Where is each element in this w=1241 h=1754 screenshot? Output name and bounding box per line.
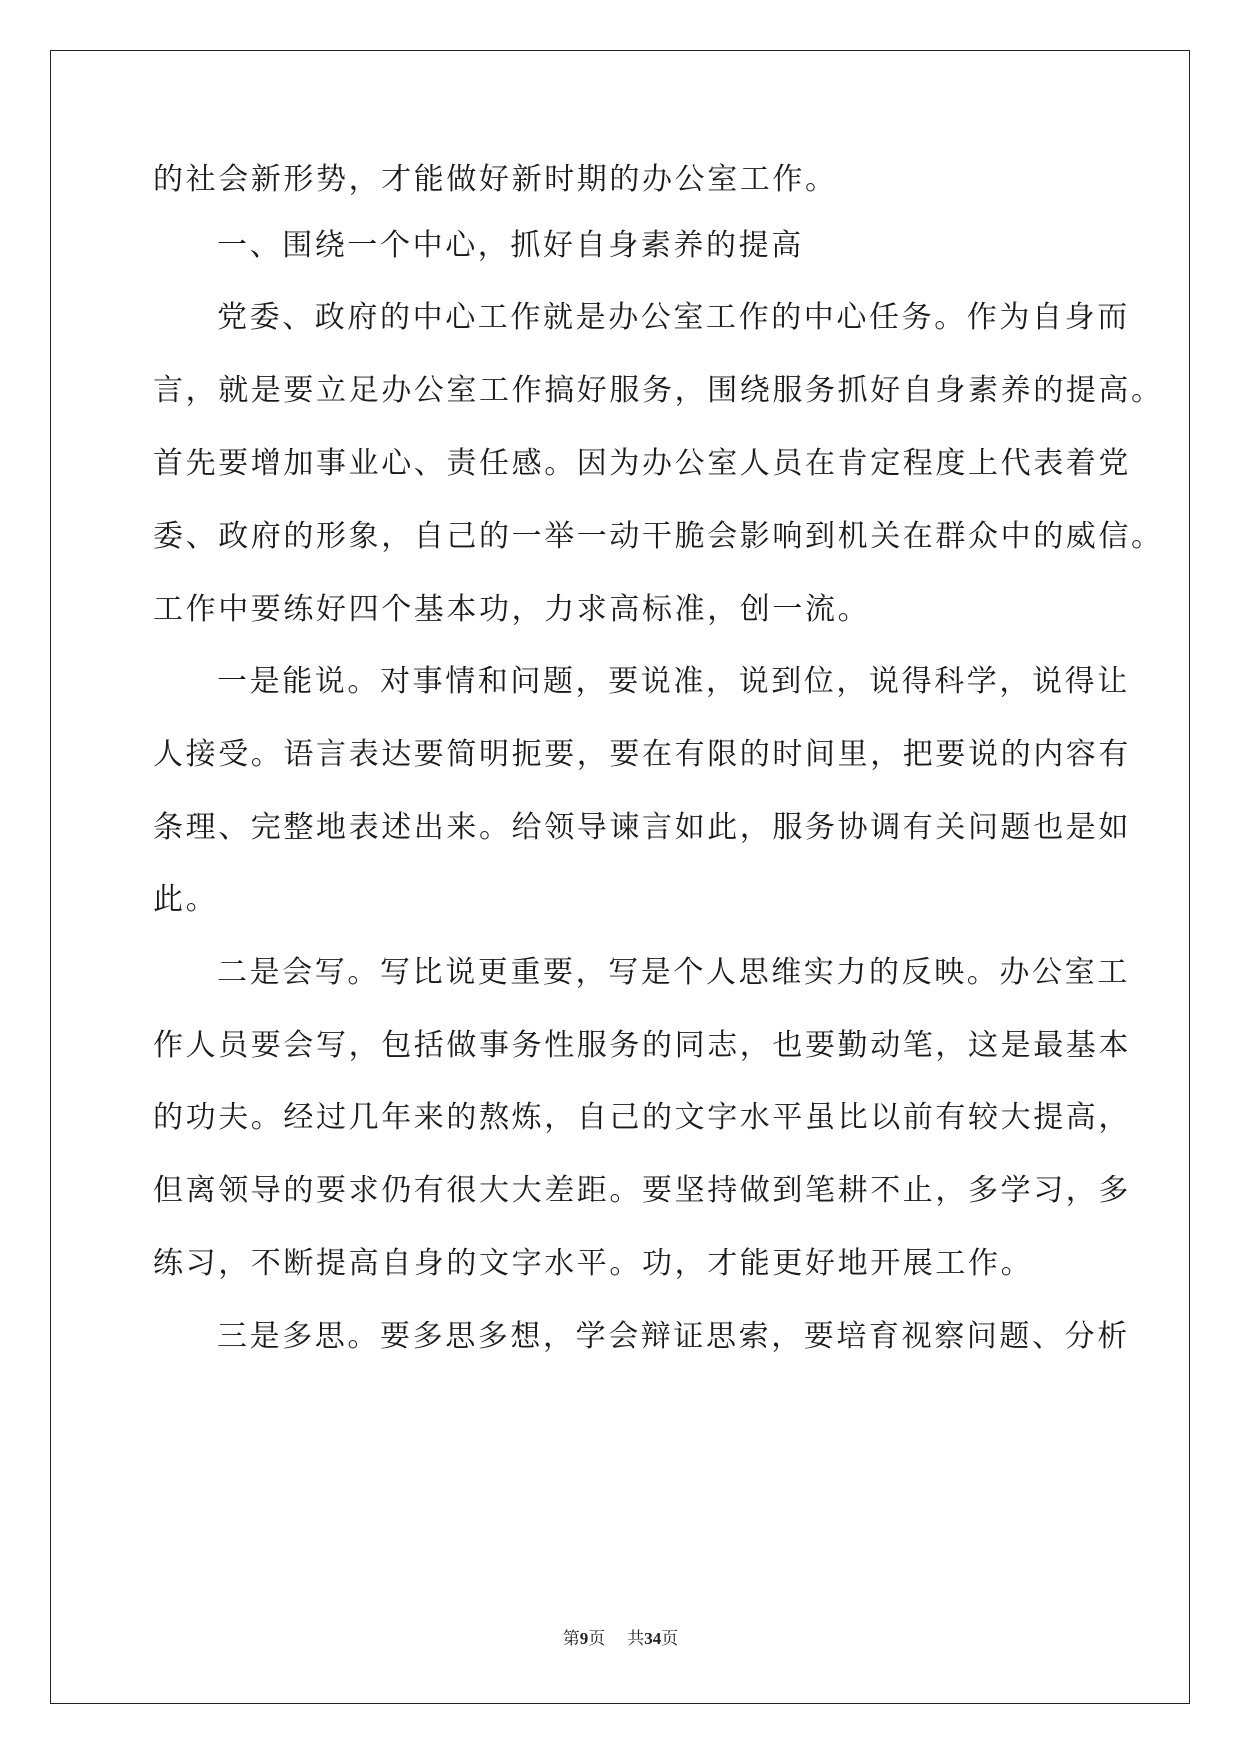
text-line: 言，就是要立足办公室工作搞好服务，围绕服务抓好自身素养的提高。 — [153, 373, 1164, 408]
text-line: 工作中要练好四个基本功，力求高标准，创一流。 — [153, 592, 871, 627]
page-suffix: 页 — [588, 1629, 606, 1648]
text-line: 二是会写。写比说更重要，写是个人思维实力的反映。办公室工 — [217, 955, 1130, 990]
section-heading: 一、围绕一个中心，抓好自身素养的提高 — [217, 228, 804, 263]
text-line: 人接受。语言表达要简明扼要，要在有限的时间里，把要说的内容有 — [153, 737, 1131, 772]
text-line: 首先要增加事业心、责任感。因为办公室人员在肯定程度上代表着党 — [153, 446, 1131, 481]
total-pages: 34 — [644, 1629, 662, 1648]
page-footer — [0, 1624, 1241, 1649]
text-line: 一是能说。对事情和问题，要说准，说到位，说得科学，说得让 — [217, 664, 1130, 699]
text-line: 练习，不断提高自身的文字水平。功，才能更好地开展工作。 — [153, 1246, 1034, 1281]
text-line: 但离领导的要求仍有很大大差距。要坚持做到笔耕不止，多学习，多 — [153, 1173, 1131, 1208]
text-line: 三是多思。要多思多想，学会辩证思索，要培育视察问题、分析 — [217, 1319, 1130, 1354]
page-number: 9 — [579, 1629, 589, 1648]
text-line: 党委、政府的中心工作就是办公室工作的中心任务。作为自身而 — [217, 300, 1130, 335]
text-line: 的功夫。经过几年来的熬炼，自己的文字水平虽比以前有较大提高， — [153, 1100, 1131, 1135]
text-line: 委、政府的形象，自己的一举一动干脆会影响到机关在群众中的威信。 — [153, 519, 1164, 554]
text-line: 作人员要会写，包括做事务性服务的同志，也要勤动笔，这是最基本 — [153, 1028, 1131, 1063]
text-line: 条理、完整地表述出来。给领导谏言如此，服务协调有关问题也是如 — [153, 810, 1131, 845]
total-prefix: 共 — [627, 1629, 645, 1648]
page-prefix: 第 — [562, 1629, 580, 1648]
total-suffix: 页 — [661, 1629, 679, 1648]
text-line: 的社会新形势，才能做好新时期的办公室工作。 — [153, 162, 838, 197]
text-line: 此。 — [153, 882, 219, 917]
